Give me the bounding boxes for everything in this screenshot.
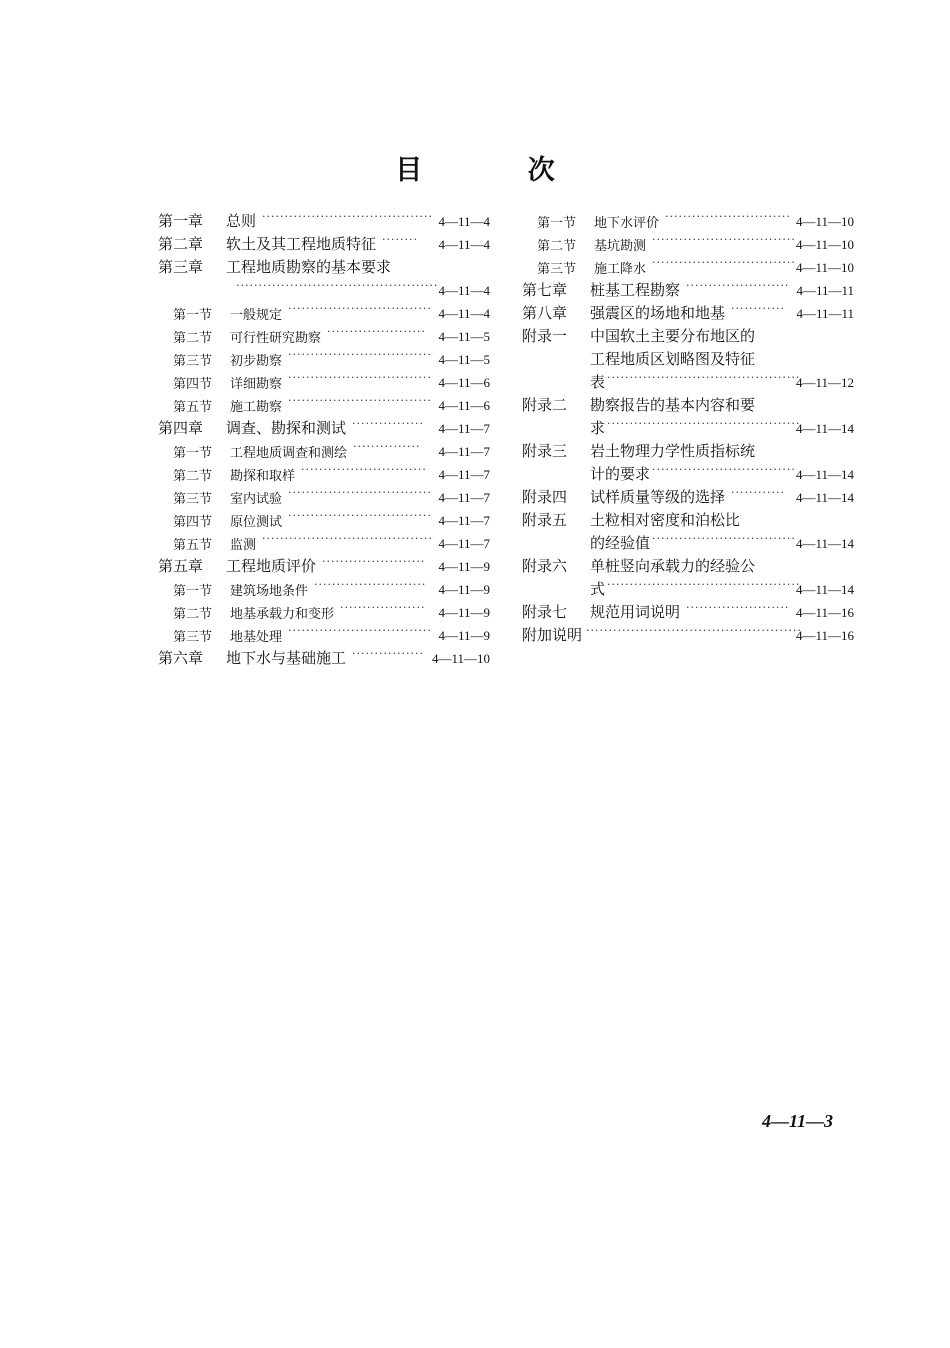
toc-entry-page: 4—11—4 (438, 237, 490, 252)
dot-leader: ························· (314, 578, 427, 591)
toc-entry-label: 第一节 (537, 216, 577, 231)
page-number: 4—11—3 (761, 1111, 833, 1131)
toc-entry (522, 369, 854, 392)
toc-entry-title: 工程地质评价 (226, 557, 317, 575)
dot-leader: ································ (288, 624, 432, 637)
toc-entry (158, 300, 490, 323)
dot-leader: ··········································· (607, 417, 801, 430)
dot-leader: ······················· (686, 601, 790, 614)
toc-entry-title: 可行性研究勘察 (230, 331, 322, 346)
toc-entry-label: 第二节 (537, 239, 577, 254)
toc-left-column (158, 208, 490, 668)
toc-entry-page: 4—11—10 (431, 651, 490, 666)
toc-entry-label: 第三节 (173, 630, 213, 645)
toc-entry-title: 基坑勘测 (594, 239, 647, 254)
dot-leader: ············ (731, 486, 785, 499)
dot-leader: ································ (288, 486, 432, 499)
toc-entry-page: 4—11—9 (438, 605, 490, 620)
toc-entry-page: 4—11—11 (796, 283, 854, 298)
toc-entry (158, 622, 490, 645)
toc-entry-label: 第五节 (173, 538, 213, 553)
toc-entry-label: 附录二 (522, 396, 568, 414)
toc-entry-title: 地下水与基础施工 (226, 649, 347, 667)
toc-entry-title: 监测 (230, 538, 257, 553)
toc-entry-label: 第一节 (173, 308, 213, 323)
toc-entry (158, 277, 490, 300)
toc-entry (158, 461, 490, 484)
toc-entry-page: 4—11—4 (438, 214, 490, 229)
toc-entry-page: 4—11—14 (795, 582, 854, 597)
toc-entry-title: 桩基工程勘察 (590, 281, 681, 299)
toc-entry-label: 第五节 (173, 400, 213, 415)
toc-entry (158, 645, 490, 668)
toc-entry-page: 4—11—10 (795, 237, 854, 252)
toc-entry-title: 式 (590, 580, 606, 598)
toc-entry (522, 438, 854, 461)
dot-leader: ················································ (586, 624, 802, 637)
toc-entry-title: 详细勘察 (230, 377, 283, 392)
toc-entry-title: 施工勘察 (230, 400, 283, 415)
toc-entry-title: 中国软土主要分布地区的 (590, 327, 756, 345)
toc-entry-page: 4—11—11 (796, 306, 854, 321)
dot-leader: ··········································· (607, 578, 801, 591)
toc-entry-label: 第八章 (522, 304, 568, 322)
toc-entry-label: 第一节 (173, 446, 213, 461)
dot-leader: ················ (352, 647, 424, 660)
toc-entry-title: 室内试验 (230, 492, 283, 507)
toc-entry (522, 507, 854, 530)
toc-entry-title: 总则 (226, 212, 257, 230)
toc-entry-label: 第三章 (158, 258, 204, 276)
toc-entry-page: 4—11—5 (438, 329, 490, 344)
toc-entry-title: 表 (590, 373, 606, 391)
toc-entry-label: 第一节 (173, 584, 213, 599)
toc-entry-page: 4—11—16 (795, 628, 854, 643)
dot-leader: ··········································· (607, 371, 801, 384)
toc-entry-title: 求 (590, 419, 606, 437)
toc-entry (522, 254, 854, 277)
toc-entry-label: 第一章 (158, 212, 204, 230)
toc-entry (158, 530, 490, 553)
dot-leader: ············ (731, 302, 785, 315)
toc-entry-page: 4—11—7 (438, 536, 490, 551)
toc-entry (158, 346, 490, 369)
toc-entry (158, 507, 490, 530)
toc-entry-title: 岩土物理力学性质指标统 (590, 442, 756, 460)
toc-entry-page: 4—11—14 (795, 490, 854, 505)
dot-leader: ············································· (236, 279, 439, 292)
toc-entry (522, 323, 854, 346)
toc-entry-label: 第四节 (173, 377, 213, 392)
toc-entry-page: 4—11—7 (438, 444, 490, 459)
toc-entry-label: 附加说明 (522, 626, 583, 644)
toc-entry-title: 地基承载力和变形 (230, 607, 335, 622)
toc-entry-page: 4—11—6 (438, 398, 490, 413)
toc-entry-label: 第五章 (158, 557, 204, 575)
toc-entry (522, 576, 854, 599)
toc-entry-title: 土粒相对密度和泊松比 (590, 511, 741, 529)
toc-entry-title: 计的要求 (590, 465, 651, 483)
toc-entry (158, 576, 490, 599)
toc-entry-label: 第三节 (537, 262, 577, 277)
toc-entry-page: 4—11—14 (795, 536, 854, 551)
dot-leader: ········ (382, 233, 418, 246)
dot-leader: ································ (288, 394, 432, 407)
toc-entry-label: 第二节 (173, 607, 213, 622)
toc-entry-title: 强震区的场地和地基 (590, 304, 726, 322)
toc-entry-label: 附录七 (522, 603, 568, 621)
toc-entry-title: 工程地质勘察的基本要求 (226, 258, 392, 276)
toc-entry-page: 4—11—7 (438, 421, 490, 436)
toc-entry (158, 484, 490, 507)
dot-leader: ································ (652, 463, 796, 476)
toc-entry-page: 4—11—9 (438, 628, 490, 643)
dot-leader: ···························· (301, 463, 427, 476)
toc-entry (522, 277, 854, 300)
toc-entry-page: 4—11—14 (795, 467, 854, 482)
toc-entry-title: 勘察报告的基本内容和要 (590, 396, 756, 414)
toc-entry (522, 415, 854, 438)
toc-entry (158, 599, 490, 622)
toc-entry (522, 231, 854, 254)
toc-entry-title: 软土及其工程地质特征 (226, 235, 377, 253)
toc-entry (522, 553, 854, 576)
toc-entry-page: 4—11—4 (438, 306, 490, 321)
toc-entry-title: 试样质量等级的选择 (590, 488, 726, 506)
toc-entry-title: 单桩竖向承载力的经验公 (590, 557, 756, 575)
dot-leader: ································ (288, 302, 432, 315)
toc-entry-page: 4—11—7 (438, 467, 490, 482)
toc-entry-page: 4—11—7 (438, 490, 490, 505)
dot-leader: ······································ (262, 532, 433, 545)
toc-entry (522, 461, 854, 484)
toc-entry-page: 4—11—9 (438, 559, 490, 574)
dot-leader: ··············· (353, 440, 421, 453)
dot-leader: ······················· (322, 555, 426, 568)
toc-entry-label: 第二节 (173, 331, 213, 346)
toc-entry-label: 附录一 (522, 327, 568, 345)
toc-right-column (522, 208, 854, 645)
toc-entry (522, 346, 854, 369)
toc-entry-title: 建筑场地条件 (230, 584, 309, 599)
toc-entry-title: 原位测试 (230, 515, 283, 530)
toc-entry-page: 4—11—10 (795, 214, 854, 229)
toc-entry (158, 438, 490, 461)
toc-entry-title: 勘探和取样 (230, 469, 296, 484)
toc-entry-label: 附录五 (522, 511, 568, 529)
toc-entry (158, 392, 490, 415)
toc-entry-title: 地基处理 (230, 630, 283, 645)
toc-entry-title: 一般规定 (230, 308, 283, 323)
toc-entry (522, 599, 854, 622)
page-title: 目 次 (395, 155, 603, 186)
toc-entry-label: 附录三 (522, 442, 568, 460)
dot-leader: ················ (352, 417, 424, 430)
toc-entry (522, 530, 854, 553)
toc-entry-label: 第二章 (158, 235, 204, 253)
toc-entry (158, 415, 490, 438)
toc-entry (158, 254, 490, 277)
dot-leader: ································ (288, 509, 432, 522)
toc-entry-title: 规范用词说明 (590, 603, 681, 621)
toc-entry (158, 231, 490, 254)
toc-entry-page: 4—11—9 (438, 582, 490, 597)
toc-entry-page: 4—11—10 (795, 260, 854, 275)
toc-entry (158, 323, 490, 346)
toc-entry-label: 第三节 (173, 492, 213, 507)
toc-entry-page: 4—11—4 (438, 283, 490, 298)
toc-entry (158, 369, 490, 392)
toc-entry-title: 工程地质调查和测绘 (230, 446, 348, 461)
dot-leader: ······································ (262, 210, 433, 223)
toc-entry (158, 208, 490, 231)
toc-entry-label: 第四章 (158, 419, 204, 437)
toc-entry-label: 附录六 (522, 557, 568, 575)
toc-entry-title: 工程地质区划略图及特征 (590, 350, 756, 368)
toc-entry (522, 300, 854, 323)
toc-entry-label: 第四节 (173, 515, 213, 530)
toc-entry-page: 4—11—12 (795, 375, 854, 390)
dot-leader: ······················ (327, 325, 426, 338)
dot-leader: ··················· (340, 601, 426, 614)
toc-entry-label: 第六章 (158, 649, 204, 667)
toc-entry (158, 553, 490, 576)
toc-entry-title: 地下水评价 (594, 216, 660, 231)
toc-entry (522, 208, 854, 231)
toc-entry-label: 第二节 (173, 469, 213, 484)
toc-entry (522, 392, 854, 415)
dot-leader: ································ (288, 371, 432, 384)
toc-entry-page: 4—11—6 (438, 375, 490, 390)
dot-leader: ································ (288, 348, 432, 361)
toc-entry-title: 初步勘察 (230, 354, 283, 369)
toc-entry-page: 4—11—14 (795, 421, 854, 436)
dot-leader: ································ (652, 256, 796, 269)
toc-entry-title: 的经验值 (590, 534, 651, 552)
toc-entry-title: 调查、勘探和测试 (226, 419, 347, 437)
toc-entry-page: 4—11—7 (438, 513, 490, 528)
dot-leader: ································ (652, 532, 796, 545)
toc-entry-page: 4—11—5 (438, 352, 490, 367)
dot-leader: ···························· (665, 210, 791, 223)
toc-entry-page: 4—11—16 (795, 605, 854, 620)
dot-leader: ······················· (686, 279, 790, 292)
toc-entry-label: 第三节 (173, 354, 213, 369)
toc-entry-label: 第七章 (522, 281, 568, 299)
toc-entry (522, 484, 854, 507)
dot-leader: ································ (652, 233, 796, 246)
toc-entry-label: 附录四 (522, 488, 568, 506)
toc-entry (522, 622, 854, 645)
toc-entry-title: 施工降水 (594, 262, 647, 277)
